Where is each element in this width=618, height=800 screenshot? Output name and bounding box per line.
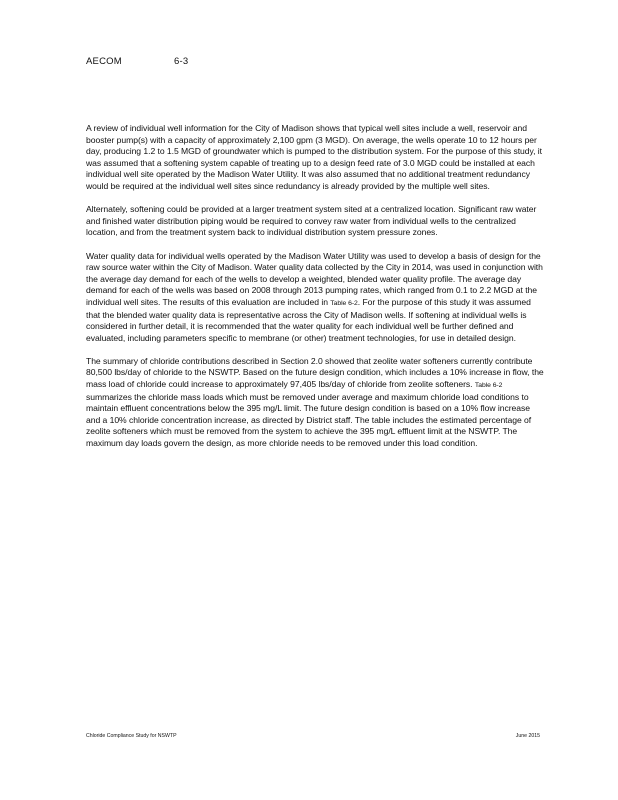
company-name: AECOM <box>86 56 122 67</box>
table-reference: Table 6-2 <box>474 382 503 390</box>
footer-title: Chloride Compliance Study for NSWTP <box>86 733 177 739</box>
paragraph-well-review: A review of individual well information for the City of Madison shows that typical well sites include a well, reservoir and booster pump(s) with a capacity of approximately 2,100 gpm (3 MGD). On average, the wells operate 10 to 12 hours per day, producing 1.2 to 1.5 MGD of groundwater which is pumped to the distribution system. For the purpose of this study, it was assumed that a softening system capable of treating up to a design feed rate of 3.0 MGD could be installed at each individual well site operated by the Madison Water Utility. It was also assumed that no additional treatment redundancy would be required at the individual well sites since redundancy is already provided by the multiple well sites. <box>86 123 542 191</box>
table-reference: Table 6-2 <box>330 299 358 307</box>
page-number: 6-3 <box>174 56 189 67</box>
paragraph-chloride-summary <box>86 356 546 450</box>
page-footer <box>86 733 540 739</box>
paragraph-text: summarizes the chloride mass loads which must be removed under average and maximum chloride load conditions to maintain effluent concentrations below the 395 mg/L limit. The future design condition is based on a 10% flow increase and a 10% chloride concentration increase, as directed by District staff. The table includes the estimated percentage of zeolite softeners which must be removed from the system to achieve the 395 mg/L effluent limit at the NSWTP. The maximum day loads govern the design, as more chloride needs to be removed under this load condition. <box>86 391 532 449</box>
paragraph-text: . For the purpose of this study it was assumed that the blended water quality data is representative across the City of Madison wells. If softening at individual wells is considered in further detail, it is recommended that the water quality for each individual well be further defined and evaluated, including parameters specific to membrane (or other) treatment technologies, for use in detailed design. <box>86 296 531 343</box>
footer-date: June 2015 <box>515 733 540 739</box>
paragraph-centralized-softening: Alternately, softening could be provided at a larger treatment system sited at a centralized location. Significant raw water and finished water distribution piping would be required to convey raw water from individual wells to the centralized location, and from the treatment system back to individual distribution system pressure zones. <box>86 204 537 238</box>
paragraph-text: Water quality data for individual wells operated by the Madison Water Utility was used to develop a basis of design for the raw source water within the City of Madison. Water quality data collected by the City in 2014, was used in conjunction with the average day demand for each of the wells to develop a weighted, blended water quality profile. The average day demand for each of the wells was based on 2008 through 2013 pumping rates, which ranged from 0.1 to 2.2 MGD at the individual well sites. The results of this evaluation are included in <box>86 250 543 307</box>
paragraph-text: The summary of chloride contributions described in Section 2.0 showed that zeolite water softeners currently contribute 80,500 lbs/day of chloride to the NSWTP. Based on the future design condition, which includes a 10% increase in flow, the mass load of chloride could increase to approximately 97,405 lbs/day of chloride from zeolite softeners. <box>86 355 544 390</box>
page-header <box>86 56 189 67</box>
paragraph-water-quality <box>86 251 546 345</box>
body-text <box>86 123 546 461</box>
